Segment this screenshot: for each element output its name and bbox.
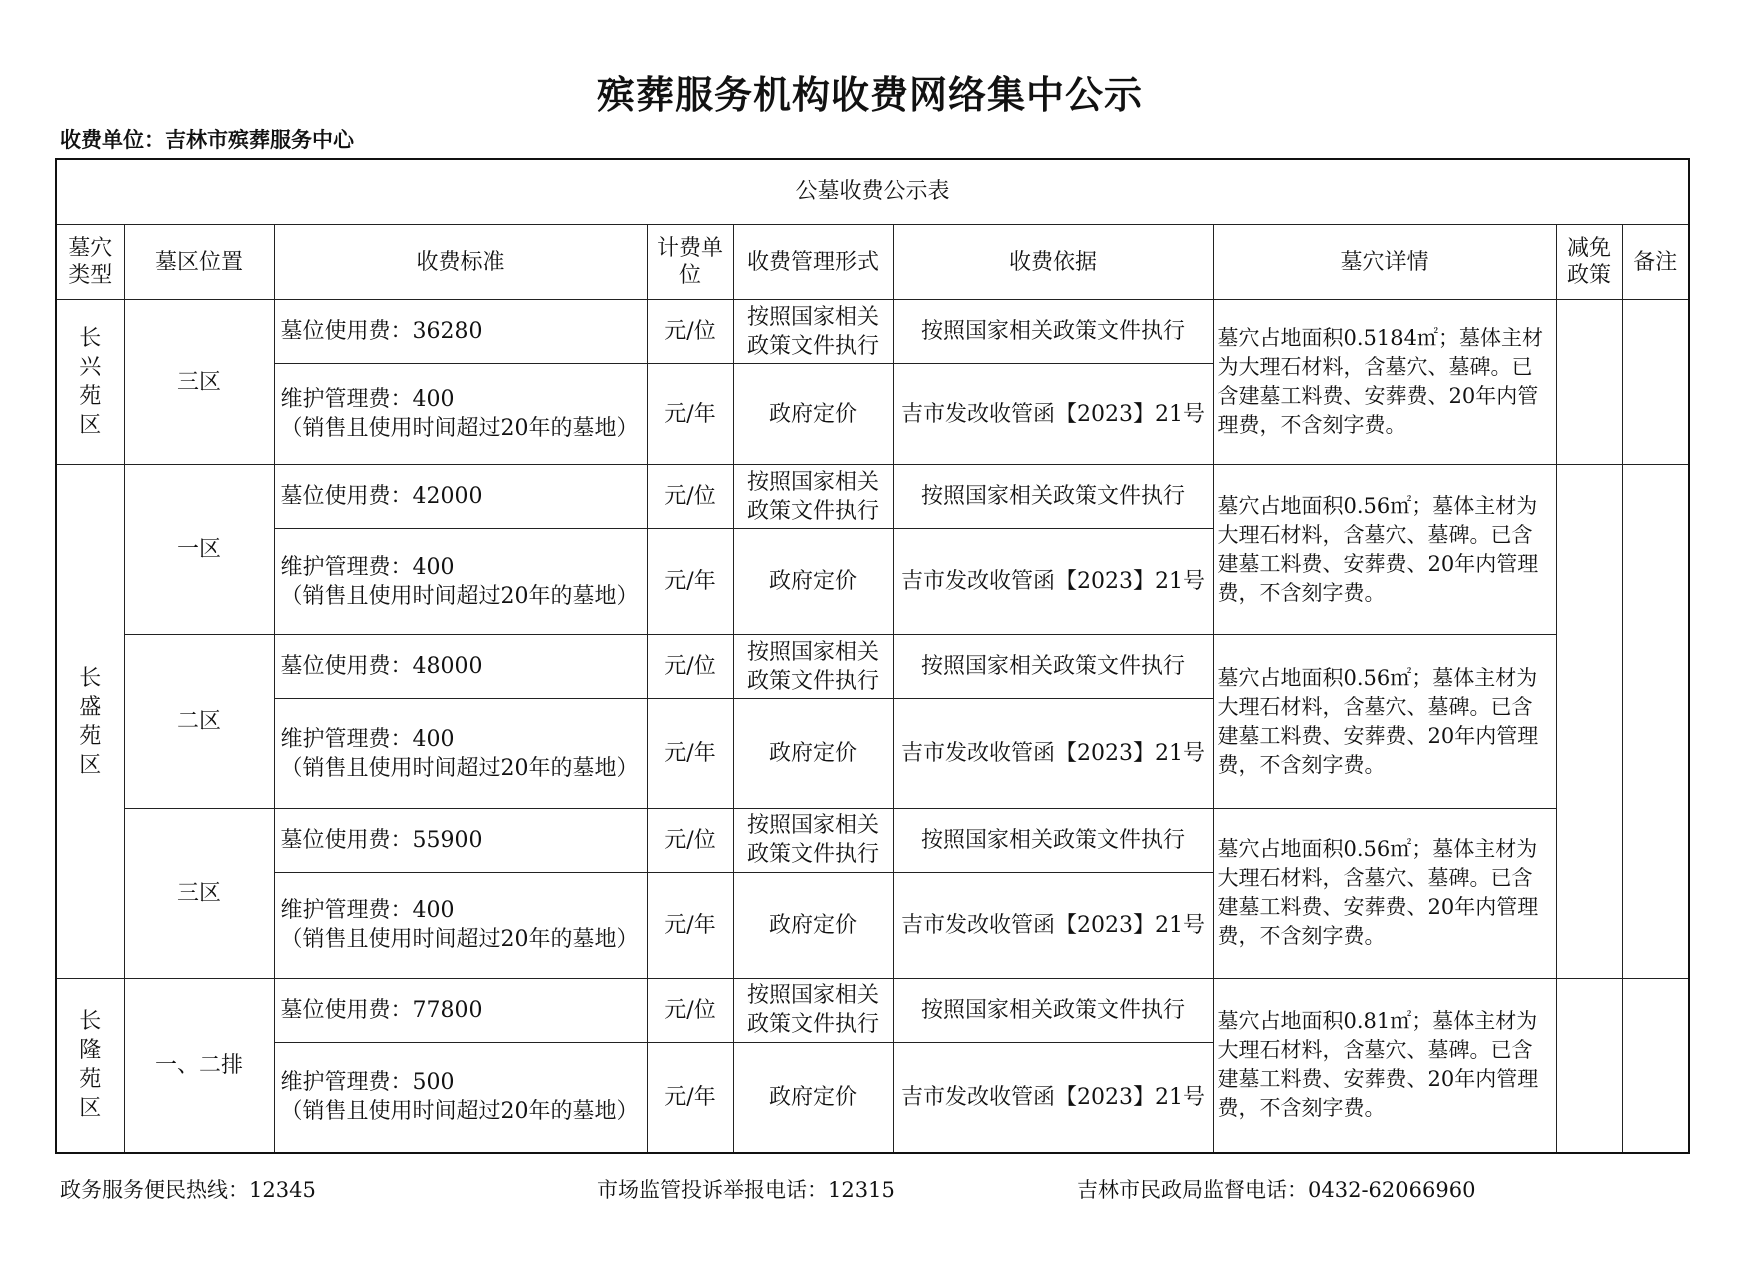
header-remark: 备注 (1622, 224, 1689, 300)
maintenance-fee (274, 364, 647, 465)
plot-detail: 墓穴占地面积0.56㎡；墓体主材为大理石材料，含墓穴、墓碑。已含建墓工料费、安葬费、20年内管理费，不含刻字费。 (1213, 635, 1556, 808)
mgmt-form: 政府定价 (733, 699, 893, 809)
maintenance-fee-amount: 维护管理费：500 (280, 1070, 455, 1096)
plot-detail: 墓穴占地面积0.81㎡；墓体主材为大理石材料，含墓穴、墓碑。已含建墓工料费、安葬费、20年内管理费，不含刻字费。 (1213, 978, 1556, 1153)
exemption-cell (1556, 978, 1622, 1153)
header-location: 墓区位置 (124, 224, 274, 300)
maintenance-fee-amount: 维护管理费：400 (280, 554, 455, 580)
plot-detail: 墓穴占地面积0.5184㎡；墓体主材为大理石材料，含墓穴、墓碑。已含建墓工料费、安葬费、20年内管理费，不含刻字费。 (1213, 300, 1556, 465)
charging-unit: 收费单位：吉林市殡葬服务中心 (60, 128, 354, 152)
billing-unit: 元/年 (647, 872, 733, 978)
maintenance-fee (274, 699, 647, 809)
maintenance-fee-amount: 维护管理费：400 (280, 387, 455, 413)
table-row (56, 300, 1689, 364)
mgmt-form: 按照国家相关政策文件执行 (733, 808, 893, 872)
plot-type: 长隆苑区 (79, 1009, 102, 1122)
header-standard: 收费标准 (274, 224, 647, 300)
billing-unit: 元/位 (647, 978, 733, 1042)
billing-unit: 元/年 (647, 529, 733, 635)
fee-basis: 按照国家相关政策文件执行 (893, 465, 1213, 529)
maintenance-fee-note: （销售且使用时间超过20年的墓地） (280, 416, 639, 442)
header-billing-unit: 计费单位 (647, 224, 733, 300)
fee-basis: 按照国家相关政策文件执行 (893, 300, 1213, 364)
remark-cell (1622, 978, 1689, 1153)
plot-location: 三区 (124, 300, 274, 465)
fee-table (55, 158, 1690, 1154)
table-row (56, 465, 1689, 529)
fee-basis: 吉市发改收管函【2023】21号 (893, 529, 1213, 635)
billing-unit: 元/位 (647, 808, 733, 872)
footer-market: 市场监管投诉举报电话：12315 (597, 1178, 895, 1202)
plot-type: 长兴苑区 (79, 326, 102, 439)
fee-basis: 按照国家相关政策文件执行 (893, 808, 1213, 872)
plot-type-cell (56, 300, 124, 465)
mgmt-form: 政府定价 (733, 872, 893, 978)
billing-unit: 元/年 (647, 364, 733, 465)
fee-basis: 吉市发改收管函【2023】21号 (893, 364, 1213, 465)
maintenance-fee-amount: 维护管理费：400 (280, 898, 455, 924)
maintenance-fee (274, 872, 647, 978)
plot-location: 三区 (124, 808, 274, 978)
fee-basis: 吉市发改收管函【2023】21号 (893, 872, 1213, 978)
use-fee: 墓位使用费：55900 (274, 808, 647, 872)
header-row (56, 224, 1689, 300)
maintenance-fee (274, 529, 647, 635)
exemption-cell (1556, 300, 1622, 465)
mgmt-form: 按照国家相关政策文件执行 (733, 635, 893, 699)
table-row (56, 978, 1689, 1042)
use-fee: 墓位使用费：77800 (274, 978, 647, 1042)
maintenance-fee-note: （销售且使用时间超过20年的墓地） (280, 583, 639, 609)
footer-civil: 吉林市民政局监督电话：0432-62066960 (1077, 1178, 1476, 1202)
header-basis: 收费依据 (893, 224, 1213, 300)
footer-hotline: 政务服务便民热线：12345 (60, 1178, 316, 1202)
fee-basis: 吉市发改收管函【2023】21号 (893, 699, 1213, 809)
use-fee: 墓位使用费：42000 (274, 465, 647, 529)
page-title: 殡葬服务机构收费网络集中公示 (596, 73, 1143, 117)
maintenance-fee-note: （销售且使用时间超过20年的墓地） (280, 755, 639, 781)
mgmt-form: 按照国家相关政策文件执行 (733, 978, 893, 1042)
plot-location: 二区 (124, 635, 274, 808)
mgmt-form: 政府定价 (733, 364, 893, 465)
plot-type: 长盛苑区 (79, 665, 102, 778)
exemption-cell (1556, 465, 1622, 979)
plot-type-cell (56, 465, 124, 979)
plot-detail: 墓穴占地面积0.56㎡；墓体主材为大理石材料，含墓穴、墓碑。已含建墓工料费、安葬费、20年内管理费，不含刻字费。 (1213, 808, 1556, 978)
billing-unit: 元/位 (647, 635, 733, 699)
fee-basis: 按照国家相关政策文件执行 (893, 978, 1213, 1042)
plot-location: 一区 (124, 465, 274, 635)
table-row (56, 808, 1689, 872)
use-fee: 墓位使用费：48000 (274, 635, 647, 699)
fee-basis: 按照国家相关政策文件执行 (893, 635, 1213, 699)
maintenance-fee (274, 1042, 647, 1153)
remark-cell (1622, 465, 1689, 979)
maintenance-fee-note: （销售且使用时间超过20年的墓地） (280, 927, 639, 953)
table-caption: 公墓收费公示表 (56, 159, 1689, 224)
plot-type-cell (56, 978, 124, 1153)
plot-location: 一、二排 (124, 978, 274, 1153)
remark-cell (1622, 300, 1689, 465)
use-fee: 墓位使用费：36280 (274, 300, 647, 364)
maintenance-fee-note: （销售且使用时间超过20年的墓地） (280, 1099, 639, 1125)
plot-detail: 墓穴占地面积0.56㎡；墓体主材为大理石材料，含墓穴、墓碑。已含建墓工料费、安葬费、20年内管理费，不含刻字费。 (1213, 465, 1556, 635)
header-mgmt-form: 收费管理形式 (733, 224, 893, 300)
header-type: 墓穴类型 (56, 224, 124, 300)
billing-unit: 元/年 (647, 1042, 733, 1153)
billing-unit: 元/位 (647, 300, 733, 364)
mgmt-form: 按照国家相关政策文件执行 (733, 465, 893, 529)
mgmt-form: 按照国家相关政策文件执行 (733, 300, 893, 364)
maintenance-fee-amount: 维护管理费：400 (280, 726, 455, 752)
billing-unit: 元/年 (647, 699, 733, 809)
billing-unit: 元/位 (647, 465, 733, 529)
fee-basis: 吉市发改收管函【2023】21号 (893, 1042, 1213, 1153)
mgmt-form: 政府定价 (733, 1042, 893, 1153)
header-detail: 墓穴详情 (1213, 224, 1556, 300)
header-exemption: 减免政策 (1556, 224, 1622, 300)
mgmt-form: 政府定价 (733, 529, 893, 635)
table-row (56, 635, 1689, 699)
